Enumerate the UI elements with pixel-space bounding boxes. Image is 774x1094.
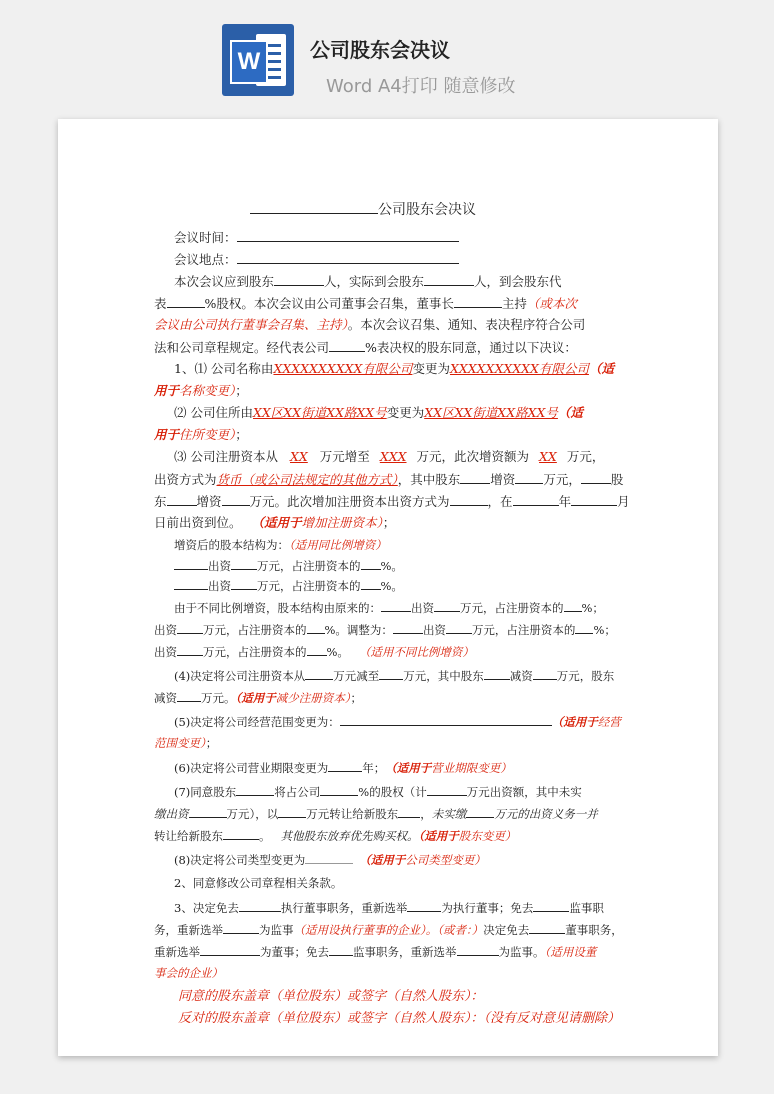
text: 减资 (154, 691, 177, 705)
red-underlined: XXXXXXXXXX有限公司 (449, 361, 589, 376)
text: 万元，股东 (556, 669, 615, 683)
blank[interactable] (393, 620, 423, 634)
blank[interactable] (571, 492, 617, 506)
resolution-5-line (174, 712, 621, 731)
red-underlined: XX区XX街道XX路XX号 (424, 405, 558, 420)
text: 万元， (566, 449, 605, 464)
text: 万元。此次增加注册资本出资方式为 (249, 494, 450, 509)
text: %； (593, 623, 616, 637)
blank[interactable] (167, 492, 197, 506)
red-note: （或本次 (526, 296, 577, 311)
text: 万元转让给新股东 (306, 807, 399, 821)
red-note: 营业期限变更） (431, 761, 512, 775)
page-title: 公司股东会决议 (310, 38, 450, 62)
red-note: （适用同比例增资） (289, 538, 387, 552)
resolution-item-3-line (154, 920, 623, 939)
red-underlined: 货币（或公司法规定的其他方式） (216, 472, 398, 487)
red-note: （适用不同比例增资） (358, 645, 474, 659)
blank[interactable] (581, 470, 611, 484)
text: 1、⑴ 公司名称由 (174, 361, 274, 376)
text: %的股权（计 (358, 785, 427, 799)
text: 增资后的股本结构为： (174, 538, 289, 552)
agree-signature-line: 同意的股东盖章（单位股东）或签字（自然人股东）： (178, 989, 484, 1004)
blank[interactable] (340, 712, 552, 726)
text: 万元，此次增资额为 (416, 449, 530, 464)
blank[interactable] (223, 826, 259, 840)
red-bold: （适用于 (551, 715, 598, 729)
text: 出资 (208, 559, 231, 573)
blank[interactable] (239, 898, 281, 912)
resolution-item-3-line (154, 942, 596, 961)
text: 未实缴 (431, 807, 467, 821)
text: %。 (380, 579, 403, 593)
meeting-place-row (174, 250, 459, 269)
blank[interactable] (177, 642, 203, 656)
red-bold: 用于 (154, 383, 180, 398)
text: 东 (154, 494, 167, 509)
text: 减资 (509, 669, 533, 683)
text: 万元出资额，其中未实 (466, 785, 582, 799)
meeting-time-row (174, 228, 459, 247)
text: 人，实际到会股东 (324, 274, 425, 289)
structure-line (154, 620, 616, 639)
header (0, 0, 774, 118)
text: 万元增至 (319, 449, 370, 464)
text: 执行董事职务，重新选举 (280, 901, 408, 915)
text: ⑶ 公司注册资本从 (174, 449, 278, 464)
text: ，在 (487, 494, 513, 509)
blank[interactable] (484, 666, 510, 680)
meeting-place-label: 会议地点： (174, 252, 237, 267)
resolution-3-line (174, 448, 604, 466)
resolution-4-line (174, 666, 614, 685)
text: %。调整为： (324, 623, 393, 637)
blank[interactable] (305, 850, 353, 864)
red-note: 增加注册资本） (301, 515, 383, 530)
blank[interactable] (379, 666, 403, 680)
page-subtitle: Word A4打印 随意修改 (326, 76, 516, 97)
red-bold: （适用于 (385, 761, 432, 775)
meeting-time-blank[interactable] (237, 228, 459, 242)
text: 万元，占注册资本的 (257, 559, 361, 573)
red-note: 经营 (597, 715, 621, 729)
text: 出资 (208, 579, 231, 593)
text: 缴出资 (154, 807, 189, 821)
resolution-item-3-line (154, 964, 223, 982)
red-note: 股东变更） (458, 829, 517, 843)
text: (6)决定将公司营业期限变更为 (174, 761, 329, 775)
blank[interactable] (307, 620, 325, 634)
blank[interactable] (529, 920, 565, 934)
blank[interactable] (457, 942, 499, 956)
text: 主持 (501, 296, 527, 311)
text: 年； (362, 761, 386, 775)
resolution-6-line (174, 758, 512, 777)
text: 为董事；免去 (260, 945, 329, 959)
red-note: 事会的企业） (154, 966, 223, 980)
text: 为监事。 (498, 945, 545, 959)
red-underlined: XX (539, 449, 557, 464)
resolution-item-3-line (174, 898, 604, 917)
blank[interactable] (454, 294, 502, 308)
text: ； (350, 691, 362, 705)
resolution-8-line (174, 850, 486, 869)
text: (8)决定将公司类型变更为 (174, 853, 306, 867)
structure-line (174, 598, 604, 617)
red-underlined: XXX (379, 449, 407, 464)
text: ； (235, 427, 248, 442)
resolution-item-2: 2、同意修改公司章程相关条款。 (174, 876, 343, 890)
text: ⑵ 公司住所由 (174, 405, 253, 420)
blank[interactable] (177, 620, 203, 634)
blank[interactable] (381, 598, 411, 612)
blank[interactable] (305, 666, 333, 680)
meeting-time-label: 会议时间： (174, 230, 237, 245)
text: 出资 (422, 623, 446, 637)
text: 万元，其中股东 (403, 669, 484, 683)
red-bold: （适用于 (235, 691, 276, 705)
blank[interactable] (361, 556, 381, 570)
text: 变更为 (412, 361, 450, 376)
para-line (154, 294, 577, 313)
resolution-4-line (154, 688, 362, 707)
blank[interactable] (174, 576, 208, 590)
blank[interactable] (513, 492, 559, 506)
red-underlined: XXXXXXXXXX有限公司 (273, 361, 413, 376)
structure-line (154, 642, 474, 661)
resolution-7-line (154, 804, 598, 823)
blank[interactable] (533, 898, 569, 912)
meeting-place-blank[interactable] (237, 250, 459, 264)
text: 。本次会议召集、通知、表决程序符合公司 (347, 317, 586, 332)
text: 由于不同比例增资，股本结构由原来的： (174, 601, 381, 615)
red-bold: （适 (588, 361, 614, 376)
text: 表 (154, 296, 167, 311)
text: 为执行董事；免去 (441, 901, 534, 915)
text: 万元， (543, 472, 581, 487)
text: %表决权的股东同意，通过以下决议： (365, 340, 577, 355)
text: 万元减至 (333, 669, 380, 683)
resolution-1-line (154, 382, 248, 400)
blank[interactable] (223, 920, 259, 934)
para-line (154, 316, 585, 334)
red-bold: 用于 (154, 427, 180, 442)
blank[interactable] (320, 782, 358, 796)
para-line (174, 272, 562, 291)
text: 出资 (154, 645, 177, 659)
red-note: 名称变更） (179, 383, 236, 398)
resolution-7-line (174, 782, 582, 801)
blank[interactable] (174, 556, 208, 570)
blank[interactable] (466, 804, 494, 818)
text: 万元，占注册资本的 (203, 623, 307, 637)
red-note: （适用设董 (544, 945, 597, 959)
blank[interactable] (434, 598, 460, 612)
text: ，其中股东 (397, 472, 461, 487)
blank[interactable] (329, 942, 353, 956)
blank[interactable] (200, 942, 260, 956)
text: 监事职 (569, 901, 604, 915)
blank[interactable] (177, 688, 201, 702)
text: 万元的出资义务一并 (494, 807, 598, 821)
text: (7)同意股东 (174, 785, 237, 799)
blank[interactable] (189, 804, 227, 818)
text: 万元。 (201, 691, 236, 705)
text: 监事职务，重新选举 (353, 945, 457, 959)
text: 日前出资到位。 (154, 515, 242, 530)
text: ； (205, 736, 218, 750)
red-bold: （适用于 (251, 515, 302, 530)
text: 重新选举 (154, 945, 200, 959)
text: 3、决定免去 (174, 901, 239, 915)
text: 增资 (196, 494, 222, 509)
structure-line (174, 536, 387, 554)
text: 增资 (490, 472, 516, 487)
text: (5)决定将公司经营范围变更为： (174, 715, 340, 729)
blank[interactable] (361, 576, 381, 590)
text: 为监事 (259, 923, 294, 937)
blank[interactable] (533, 666, 557, 680)
resolution-2-line (174, 404, 583, 422)
text: 万元，占注册资本的 (471, 623, 576, 637)
blank[interactable] (307, 642, 327, 656)
blank[interactable] (446, 620, 472, 634)
text: ， (420, 807, 432, 821)
resolution-5-line (154, 734, 217, 752)
blank[interactable] (274, 272, 324, 286)
word-document-icon (222, 24, 294, 96)
blank[interactable] (231, 576, 257, 590)
red-bold: （适用于 (418, 829, 459, 843)
text: 务，重新选举 (154, 923, 223, 937)
text: 万元，占注册资本的 (203, 645, 307, 659)
red-note: 公司类型变更） (405, 853, 486, 867)
text: (4)决定将公司注册资本从 (174, 669, 306, 683)
blank[interactable] (515, 470, 543, 484)
red-note: 会议由公司执行董事会召集、主持） (154, 317, 348, 332)
text: 出资方式为 (154, 472, 217, 487)
blank[interactable] (450, 492, 488, 506)
red-note: 范围变更） (154, 736, 206, 750)
text: 董事职务， (565, 923, 623, 937)
blank[interactable] (407, 898, 441, 912)
blank[interactable] (460, 470, 490, 484)
text: 年 (558, 494, 572, 509)
text: 月 (617, 494, 630, 509)
text: 。 (259, 829, 271, 843)
text: ； (235, 383, 248, 398)
blank[interactable] (575, 620, 593, 634)
text: 万元，占注册资本的 (460, 601, 564, 615)
text: %； (581, 601, 604, 615)
blank[interactable] (167, 294, 205, 308)
red-note: （适用设执行董事的企业）。（或者：） (293, 923, 484, 937)
resolution-3-line (154, 514, 395, 532)
text: 法和公司章程规定。经代表公司 (154, 340, 330, 355)
blank[interactable] (329, 338, 365, 352)
text: %。 (380, 559, 403, 573)
red-underlined: XX区XX街道XX路XX号 (252, 405, 387, 420)
blank[interactable] (564, 598, 582, 612)
text: 万元，占注册资本的 (257, 579, 361, 593)
doc-title-line (250, 200, 476, 219)
blank[interactable] (424, 272, 474, 286)
resolution-2-line (154, 426, 248, 444)
text: 出资 (411, 601, 434, 615)
text: 转让给新股东 (154, 829, 223, 843)
text: 决定免去 (483, 923, 530, 937)
resolution-7-line (154, 826, 516, 845)
red-note: 减少注册资本） (275, 691, 351, 705)
red-bold: （适用于 (359, 853, 406, 867)
blank[interactable] (236, 782, 274, 796)
company-name-blank[interactable] (250, 200, 378, 214)
text: 出资 (154, 623, 177, 637)
text: ； (382, 515, 396, 530)
blank[interactable] (328, 758, 362, 772)
red-note: 住所变更） (179, 427, 236, 442)
resolution-3-line (154, 492, 630, 511)
resolution-1-line (174, 360, 614, 378)
structure-line (174, 576, 403, 595)
blank[interactable] (222, 492, 250, 506)
text: 其他股东放弃优先购买权。 (280, 829, 419, 843)
resolution-3-line (154, 470, 623, 489)
blank[interactable] (398, 804, 420, 818)
blank[interactable] (278, 804, 306, 818)
text: 人，到会股东代 (474, 274, 562, 289)
text: %股权。本次会议由公司董事会召集，董事长 (204, 296, 454, 311)
blank[interactable] (231, 556, 257, 570)
text: %。 (326, 645, 349, 659)
word-letter-badge: W (230, 40, 268, 84)
text: 变更为 (386, 405, 425, 420)
text: 股 (610, 472, 624, 487)
text: 本次会议应到股东 (174, 274, 275, 289)
text: 将占公司 (274, 785, 321, 799)
para-line (154, 338, 577, 357)
blank[interactable] (427, 782, 467, 796)
doc-title: 公司股东会决议 (378, 202, 476, 218)
red-underlined: XX (289, 449, 308, 464)
oppose-signature-line: 反对的股东盖章（单位股东）或签字（自然人股东）：（没有反对意见请删除） (178, 1011, 621, 1026)
text: 万元），以 (226, 807, 279, 821)
structure-line (174, 556, 403, 575)
red-bold: （适 (557, 405, 583, 420)
